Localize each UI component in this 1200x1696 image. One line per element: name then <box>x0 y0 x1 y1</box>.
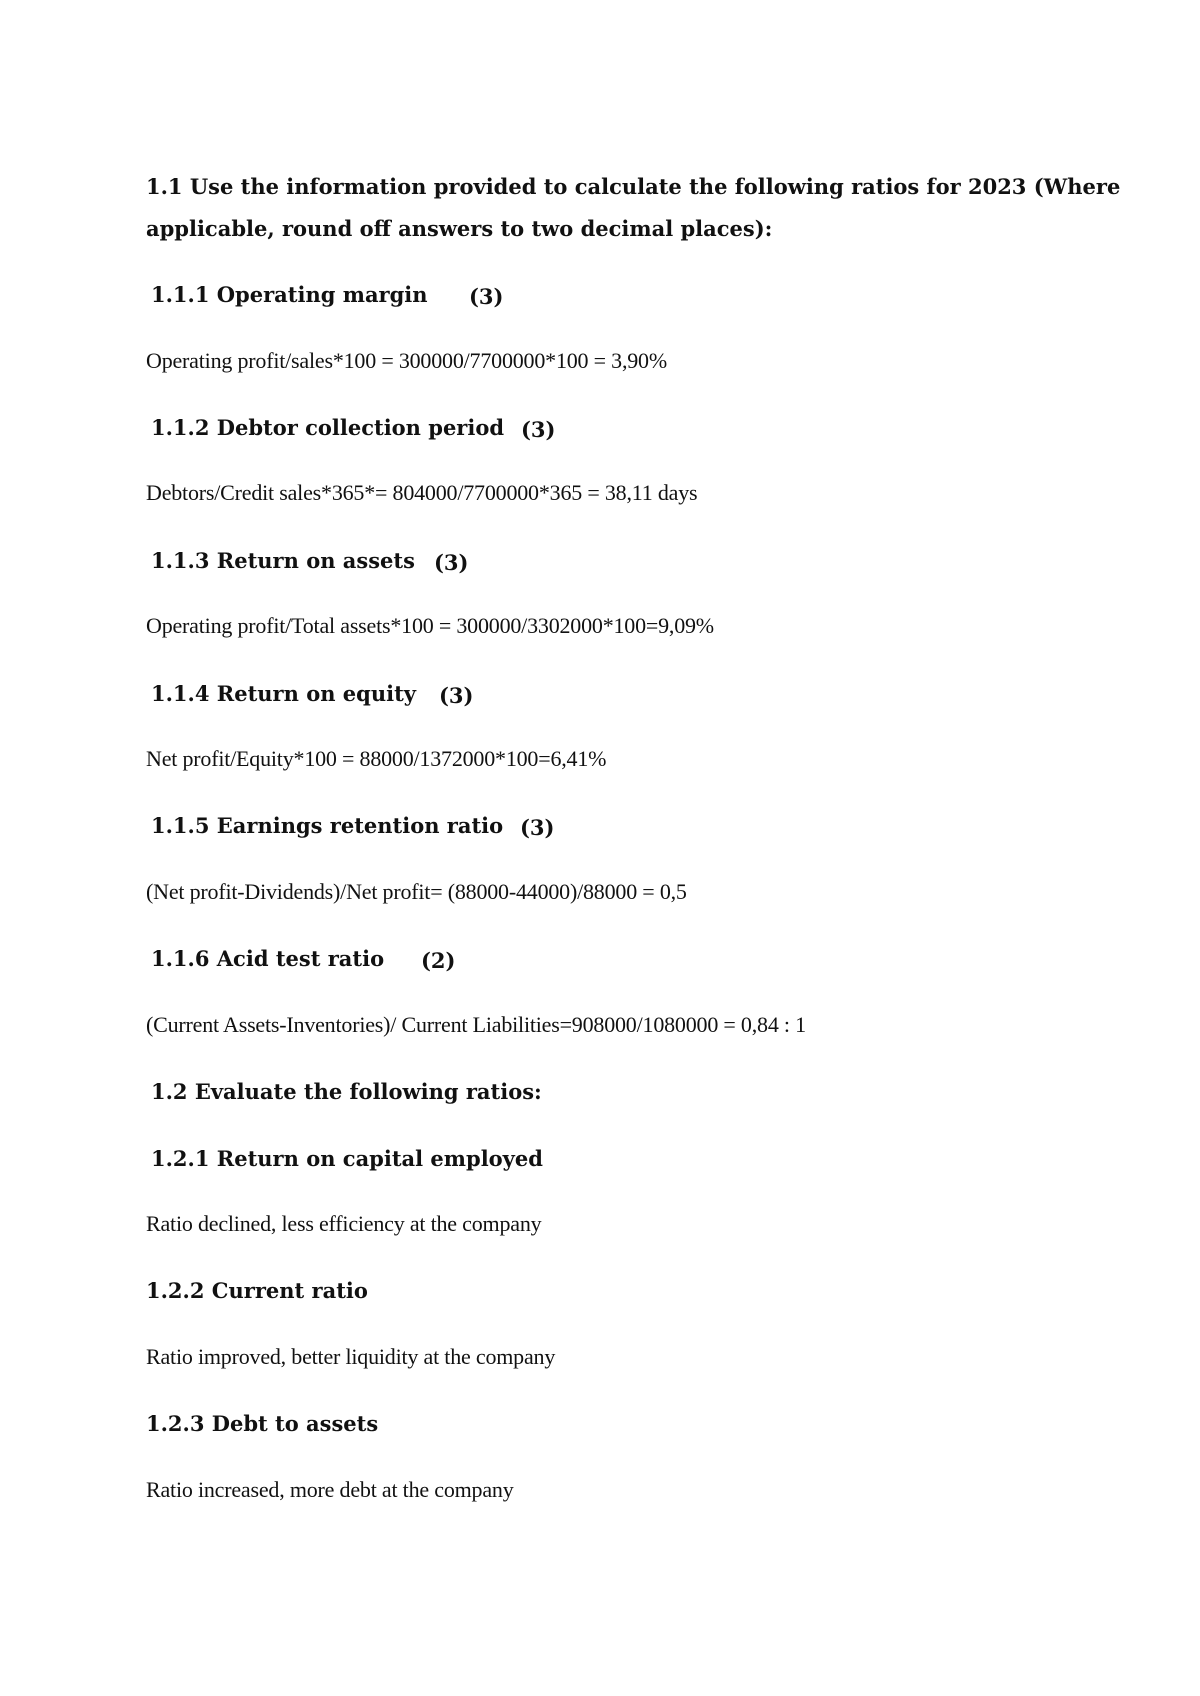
item-1-1-5-answer: (Net profit-Dividends)/Net profit= (88000-44000)/88000 = 0,5 <box>146 879 687 904</box>
item-1-2-2-answer: Ratio improved, better liquidity at the company <box>146 1344 556 1369</box>
item-1-1-1-marks: (3) <box>469 284 504 309</box>
item-1-1-4-marks: (3) <box>439 683 474 708</box>
item-1-1-3-answer: Operating profit/Total assets*100 = 300000/3302000*100=9,09% <box>146 613 714 638</box>
item-1-2-1-answer: Ratio declined, less efficiency at the company <box>146 1211 542 1236</box>
item-1-1-5-heading: 1.1.5 Earnings retention ratio <box>151 813 504 838</box>
item-1-1-6-heading: 1.1.6 Acid test ratio <box>151 946 385 971</box>
item-1-1-5-marks: (3) <box>520 815 555 840</box>
item-1-1-3-heading: 1.1.3 Return on assets <box>151 548 415 573</box>
item-1-2-2-heading: 1.2.2 Current ratio <box>146 1278 368 1303</box>
item-1-1-1-answer: Operating profit/sales*100 = 300000/7700000*100 = 3,90% <box>146 348 667 373</box>
item-1-1-4-answer: Net profit/Equity*100 = 88000/1372000*100=6,41% <box>146 746 607 771</box>
item-1-1-3-marks: (3) <box>434 550 469 575</box>
item-1-2-3-heading: 1.2.3 Debt to assets <box>146 1411 379 1436</box>
question-1-1-intro-line2: applicable, round off answers to two decimal places): <box>146 216 773 241</box>
item-1-1-6-answer: (Current Assets-Inventories)/ Current Liabilities=908000/1080000 = 0,84 : 1 <box>146 1012 806 1037</box>
item-1-1-2-heading: 1.1.2 Debtor collection period <box>151 415 505 440</box>
item-1-1-2-answer: Debtors/Credit sales*365*= 804000/7700000*365 = 38,11 days <box>146 480 698 505</box>
item-1-2-3-answer: Ratio increased, more debt at the company <box>146 1477 514 1502</box>
item-1-1-6-marks: (2) <box>421 948 456 973</box>
question-1-1-intro-line1: 1.1 Use the information provided to calculate the following ratios for 2023 (Where <box>146 174 1121 199</box>
item-1-1-4-heading: 1.1.4 Return on equity <box>151 681 416 706</box>
item-1-1-1-heading: 1.1.1 Operating margin <box>151 282 428 307</box>
question-1-2-heading: 1.2 Evaluate the following ratios: <box>151 1079 542 1104</box>
item-1-2-1-heading: 1.2.1 Return on capital employed <box>151 1146 543 1171</box>
item-1-1-2-marks: (3) <box>521 417 556 442</box>
